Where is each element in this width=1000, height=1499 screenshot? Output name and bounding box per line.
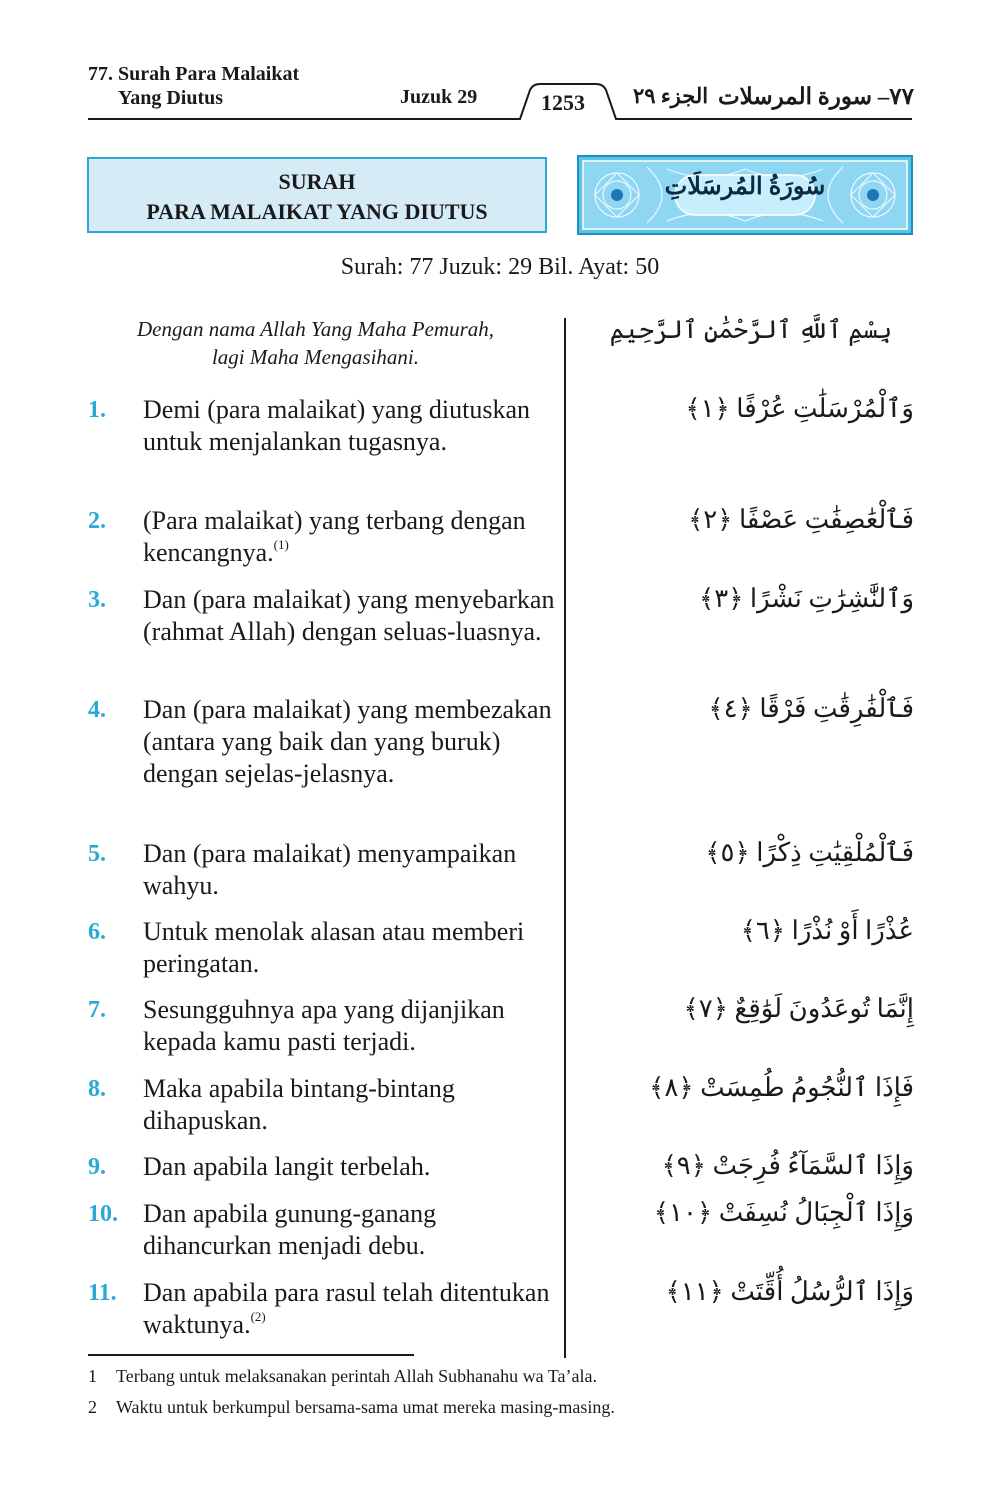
verse-translation: Maka apabila bintang-bintang dihapuskan. xyxy=(143,1074,455,1135)
verse-number: 7. xyxy=(88,997,106,1023)
verse-number: 4. xyxy=(88,697,106,723)
verse-translation: Untuk menolak alasan atau memberi peringatan. xyxy=(143,917,525,978)
page-number: 1253 xyxy=(541,90,585,115)
footnote-rule xyxy=(88,1354,414,1356)
verse-arabic-6: عُذْرًا أَوْ نُذْرًا ﴿٦﴾ xyxy=(740,916,914,945)
verse-number: 1. xyxy=(88,397,106,423)
footnote-1 xyxy=(88,1366,597,1387)
footnote-ref: (1) xyxy=(273,537,289,552)
verse-translation: Demi (para malaikat) yang diutuskan untuk menjalankan tugasnya. xyxy=(143,395,530,456)
verse-number: 11. xyxy=(88,1280,117,1306)
verse-number: 3. xyxy=(88,587,106,613)
verse-number: 2. xyxy=(88,508,106,534)
surah-title-line2: Yang Diutus xyxy=(118,87,224,109)
column-divider xyxy=(564,318,566,1358)
title-line2: PARA MALAIKAT YANG DIUTUS xyxy=(146,199,488,224)
verse-arabic-8: فَإِذَا ٱلنُّجُومُ طُمِسَتْ ﴿٨﴾ xyxy=(649,1073,914,1102)
verse-number: 9. xyxy=(88,1154,106,1180)
verse-arabic-5: فَٱلْمُلْقِيَٰتِ ذِكْرًا ﴿٥﴾ xyxy=(705,838,914,867)
basmala-line2: lagi Maha Mengasihani. xyxy=(211,345,420,369)
running-head-surah xyxy=(88,62,299,110)
verse-number: 5. xyxy=(88,841,106,867)
juzuk-label: Juzuk 29 xyxy=(400,86,478,108)
surah-arabic-header: ٧٧– سورة المرسلات xyxy=(717,84,914,109)
verse-arabic-1: وَٱلْمُرْسَلَٰتِ عُرْفًا ﴿١﴾ xyxy=(685,394,914,423)
verse-number: 8. xyxy=(88,1076,106,1102)
footnote-number: 1 xyxy=(88,1366,97,1386)
footnote-ref: (2) xyxy=(250,1309,266,1324)
footnote-text: Waktu untuk berkumpul bersama-sama umat mereka masing-masing. xyxy=(116,1397,615,1417)
verse-translation: Dan apabila gunung-ganang dihancurkan menjadi debu. xyxy=(143,1199,437,1260)
juz-arabic: الجزء ٢٩ xyxy=(633,84,709,108)
verse-arabic-7: إِنَّمَا تُوعَدُونَ لَوَٰقِعٌ ﴿٧﴾ xyxy=(683,994,914,1023)
verse-number: 10. xyxy=(88,1201,118,1227)
verse-arabic-11: وَإِذَا ٱلرُّسُلُ أُقِّتَتْ ﴿١١﴾ xyxy=(665,1277,914,1306)
surah-title-line1: 77. Surah Para Malaikat xyxy=(88,63,300,85)
verse-translation: (Para malaikat) yang terbang dengan kencangnya.$^{(1)}$ xyxy=(143,506,526,567)
surah-info: Surah: 77 Juzuk: 29 Bil. Ayat: 50 xyxy=(340,254,660,280)
verse-arabic-10: وَإِذَا ٱلْجِبَالُ نُسِفَتْ ﴿١٠﴾ xyxy=(653,1198,914,1227)
verse-number: 6. xyxy=(88,919,106,945)
basmala-translation xyxy=(88,315,543,371)
verse-arabic-4: فَٱلْفَٰرِقَٰتِ فَرْقًا ﴿٤﴾ xyxy=(708,694,914,723)
surah-ornament-arabic: سُورَةُ المُرسَلَاتِ xyxy=(664,174,826,200)
verse-translation: Dan apabila para rasul telah ditentukan waktunya.$^{(2)}$ xyxy=(143,1278,550,1339)
verse-translation: Sesungguhnya apa yang dijanjikan kepada kamu pasti terjadi. xyxy=(143,995,505,1056)
basmala-line1: Dengan nama Allah Yang Maha Pemurah, xyxy=(137,317,494,341)
title-line1: SURAH xyxy=(278,169,356,194)
verse-translation: Dan (para malaikat) menyampaikan wahyu. xyxy=(143,839,517,900)
surah-title-box xyxy=(87,157,547,233)
verse-translation: Dan apabila langit terbelah. xyxy=(143,1152,431,1181)
verse-translation: Dan (para malaikat) yang menyebarkan (rahmat Allah) dengan seluas-luasnya. xyxy=(143,585,555,646)
basmala-arabic: بِسْمِ ٱللَّهِ ٱلرَّحْمَٰنِ ٱلرَّحِيمِ xyxy=(609,317,893,344)
verse-translation: Dan (para malaikat) yang membezakan (antara yang baik dan yang buruk) dengan sejelas-jelasnya. xyxy=(143,695,552,788)
verse-arabic-3: وَٱلنَّٰشِرَٰتِ نَشْرًا ﴿٣﴾ xyxy=(698,584,914,613)
footnote-number: 2 xyxy=(88,1397,97,1417)
footnote-2 xyxy=(88,1397,615,1418)
verse-arabic-9: وَإِذَا ٱلسَّمَآءُ فُرِجَتْ ﴿٩﴾ xyxy=(661,1151,914,1180)
footnote-text: Terbang untuk melaksanakan perintah Allah Subhanahu wa Ta’ala. xyxy=(116,1366,597,1386)
verse-arabic-2: فَٱلْعَٰصِفَٰتِ عَصْفًا ﴿٢﴾ xyxy=(688,505,914,534)
